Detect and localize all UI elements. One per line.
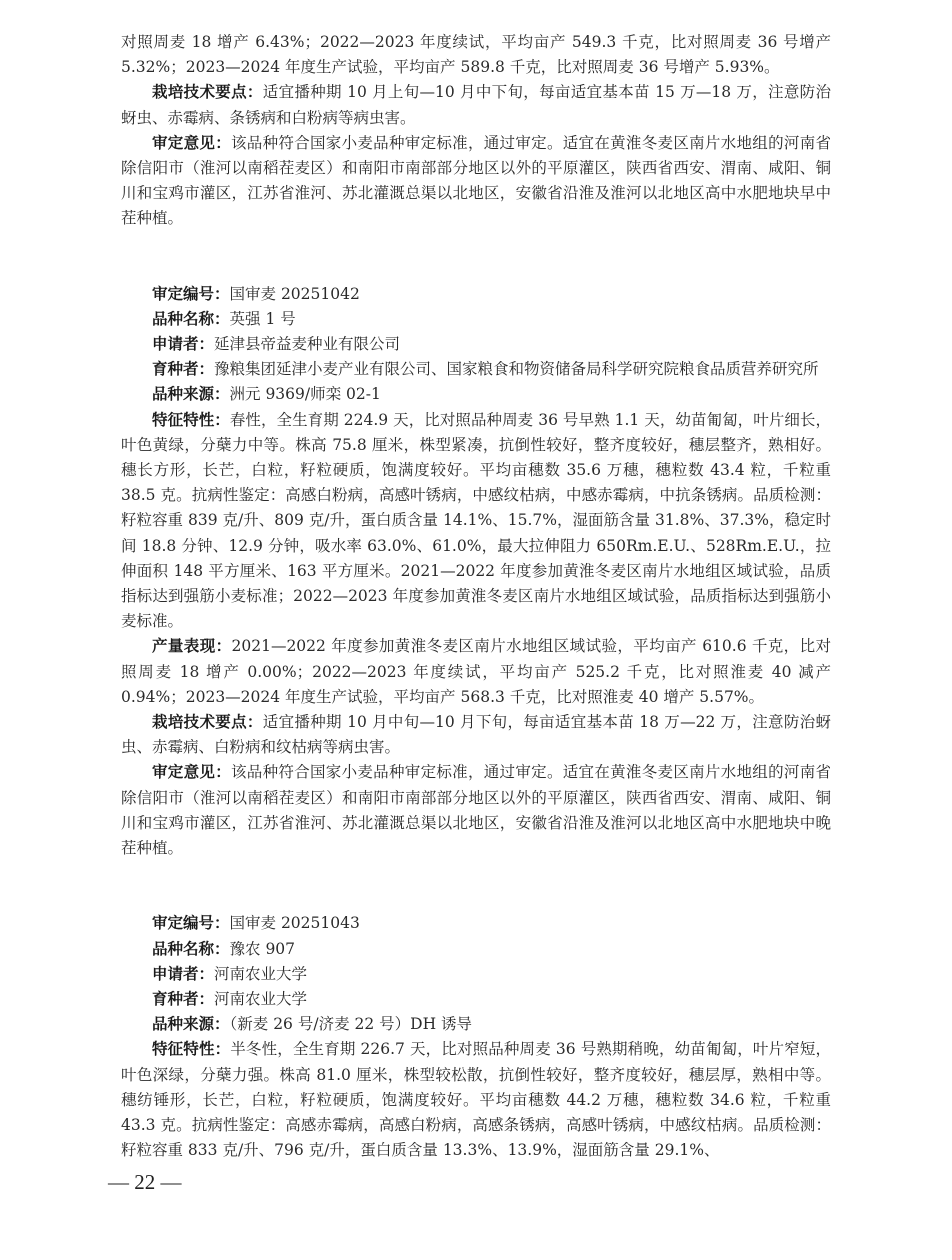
section-gap bbox=[121, 861, 831, 911]
origin-row bbox=[121, 382, 831, 407]
opinion-paragraph bbox=[121, 131, 831, 232]
applicant-label: 申请者： bbox=[152, 964, 215, 983]
traits-text: 春性，全生育期 224.9 天，比对照品种周麦 36 号早熟 1.1 天，幼苗匍匐，叶片细长，叶色黄绿，分蘖力中等。株高 75.8 厘米，株型紧凑，抗倒性较好，整齐度较好，穗层整齐，熟相好。穗长方形，长芒，白粒，籽粒硬质，饱满度较好。平均亩穗数 35.6 万穗，穗粒数 43.4 粒，千粒重 38.5 克。抗病性鉴定：高感白粉病，高感叶锈病，中感纹枯病，中感赤霉病，中抗条锈病。品质检测：籽粒容重 839 克/升、809 克/升，蛋白质含量 14.1%、15.7%，湿面筋含量 31.8%、37.3%，稳定时间 18.8 分钟、12.9 分钟，吸水率 63.0%、61.0%，最大拉伸阻力 650Rm.E.U.、528Rm.E.U.，拉伸面积 148 平方厘米、163 平方厘米。2021—2022 年度参加黄淮冬麦区南片水地组区域试验，品质指标达到强筋小麦标准；2022—2023 年度参加黄淮冬麦区南片水地组区域试验，品质指标达到强筋小麦标准。 bbox=[121, 410, 831, 631]
document-page bbox=[121, 30, 831, 1163]
approval-number-row bbox=[121, 911, 831, 936]
cultivation-text: 适宜播种期 10 月中旬—10 月下旬，每亩适宜基本苗 18 万—22 万，注意防治蚜虫、赤霉病、白粉病和纹枯病等病虫害。 bbox=[121, 713, 831, 757]
cultivation-paragraph bbox=[121, 710, 831, 760]
page-number: — 22 — bbox=[108, 1170, 182, 1194]
breeder: 河南农业大学 bbox=[214, 989, 308, 1008]
variety-name-row bbox=[121, 307, 831, 332]
variety-entry bbox=[121, 911, 831, 1163]
approval-number: 国审麦 20251042 bbox=[229, 284, 360, 303]
variety-name: 英强 1 号 bbox=[229, 309, 296, 328]
approval-number-label: 审定编号： bbox=[152, 284, 230, 303]
yield-continuation: 对照周麦 18 增产 6.43%；2022—2023 年度续试，平均亩产 549.3 千克，比对照周麦 36 号增产 5.32%；2023—2024 年度生产试验，平均亩产 589.8 千克，比对照周麦 36 号增产 5.93%。 bbox=[121, 33, 831, 77]
origin-row bbox=[121, 1012, 831, 1037]
applicant: 延津县帝益麦种业有限公司 bbox=[214, 335, 401, 354]
yield-text: 2021—2022 年度参加黄淮冬麦区南片水地组区域试验，平均亩产 610.6 千克，比对照周麦 18 增产 0.00%；2022—2023 年度续试，平均亩产 525.2 千克，比对照淮麦 40 减产 0.94%；2023—2024 年度生产试验，平均亩产 568.3 千克，比对照淮麦 40 增产 5.57%。 bbox=[121, 637, 831, 706]
approval-number-row bbox=[121, 282, 831, 307]
cultivation-label: 栽培技术要点： bbox=[152, 713, 263, 732]
opinion-text: 该品种符合国家小麦品种审定标准，通过审定。适宜在黄淮冬麦区南片水地组的河南省除信阳市（淮河以南稻茬麦区）和南阳市南部部分地区以外的平原灌区，陕西省西安、渭南、咸阳、铜川和宝鸡市灌区，江苏省淮河、苏北灌溉总渠以北地区，安徽省沿淮及淮河以北地区高中水肥地块早中茬种植。 bbox=[121, 133, 831, 228]
opinion-text: 该品种符合国家小麦品种审定标准，通过审定。适宜在黄淮冬麦区南片水地组的河南省除信阳市（淮河以南稻茬麦区）和南阳市南部部分地区以外的平原灌区，陕西省西安、渭南、咸阳、铜川和宝鸡市灌区，江苏省淮河、苏北灌溉总渠以北地区，安徽省沿淮及淮河以北地区高中水肥地块中晚茬种植。 bbox=[121, 763, 831, 858]
cultivation-text: 适宜播种期 10 月上旬—10 月中下旬，每亩适宜基本苗 15 万—18 万，注意防治蚜虫、赤霉病、条锈病和白粉病等病虫害。 bbox=[121, 83, 831, 127]
origin: 洲元 9369/师栾 02-1 bbox=[229, 385, 381, 404]
origin: （新麦 26 号/济麦 22 号）DH 诱导 bbox=[229, 1015, 473, 1034]
applicant-label: 申请者： bbox=[152, 335, 215, 354]
approval-number: 国审麦 20251043 bbox=[229, 914, 360, 933]
origin-label: 品种来源： bbox=[152, 1015, 230, 1034]
traits-paragraph bbox=[121, 408, 831, 635]
breeder-label: 育种者： bbox=[152, 989, 215, 1008]
traits-text: 半冬性，全生育期 226.7 天，比对照品种周麦 36 号熟期稍晚，幼苗匍匐，叶片窄短，叶色深绿，分蘖力强。株高 81.0 厘米，株型较松散，抗倒性较好，整齐度较好，穗层厚，熟相中等。穗纺锤形，长芒，白粒，籽粒硬质，饱满度较好。平均亩穗数 44.2 万穗，穗粒数 34.6 粒，千粒重 43.3 克。抗病性鉴定：高感赤霉病，高感白粉病，高感条锈病，高感叶锈病，中感纹枯病。品质检测：籽粒容重 833 克/升、796 克/升，蛋白质含量 13.3%、13.9%，湿面筋含量 29.1%、 bbox=[121, 1040, 831, 1160]
breeder: 豫粮集团延津小麦产业有限公司、国家粮食和物资储备局科学研究院粮食品质营养研究所 bbox=[214, 360, 819, 379]
opinion-paragraph bbox=[121, 760, 831, 861]
variety-name: 豫农 907 bbox=[229, 939, 296, 958]
opinion-label: 审定意见： bbox=[152, 133, 231, 152]
yield-paragraph bbox=[121, 634, 831, 710]
approval-number-label: 审定编号： bbox=[152, 914, 230, 933]
breeder-label: 育种者： bbox=[152, 360, 215, 379]
traits-label: 特征特性： bbox=[152, 1040, 231, 1059]
yield-label: 产量表现： bbox=[152, 637, 232, 656]
variety-entry bbox=[121, 282, 831, 862]
variety-name-label: 品种名称： bbox=[152, 309, 230, 328]
origin-label: 品种来源： bbox=[152, 385, 230, 404]
cultivation-label: 栽培技术要点： bbox=[152, 83, 263, 102]
breeder-row bbox=[121, 987, 831, 1012]
variety-name-label: 品种名称： bbox=[152, 939, 230, 958]
opinion-label: 审定意见： bbox=[152, 763, 231, 782]
applicant-row bbox=[121, 962, 831, 987]
breeder-row bbox=[121, 357, 831, 382]
traits-paragraph bbox=[121, 1037, 831, 1163]
traits-label: 特征特性： bbox=[152, 410, 230, 429]
cultivation-paragraph bbox=[121, 80, 831, 130]
variety-name-row bbox=[121, 937, 831, 962]
section-gap bbox=[121, 232, 831, 282]
applicant-row bbox=[121, 332, 831, 357]
applicant: 河南农业大学 bbox=[214, 964, 308, 983]
